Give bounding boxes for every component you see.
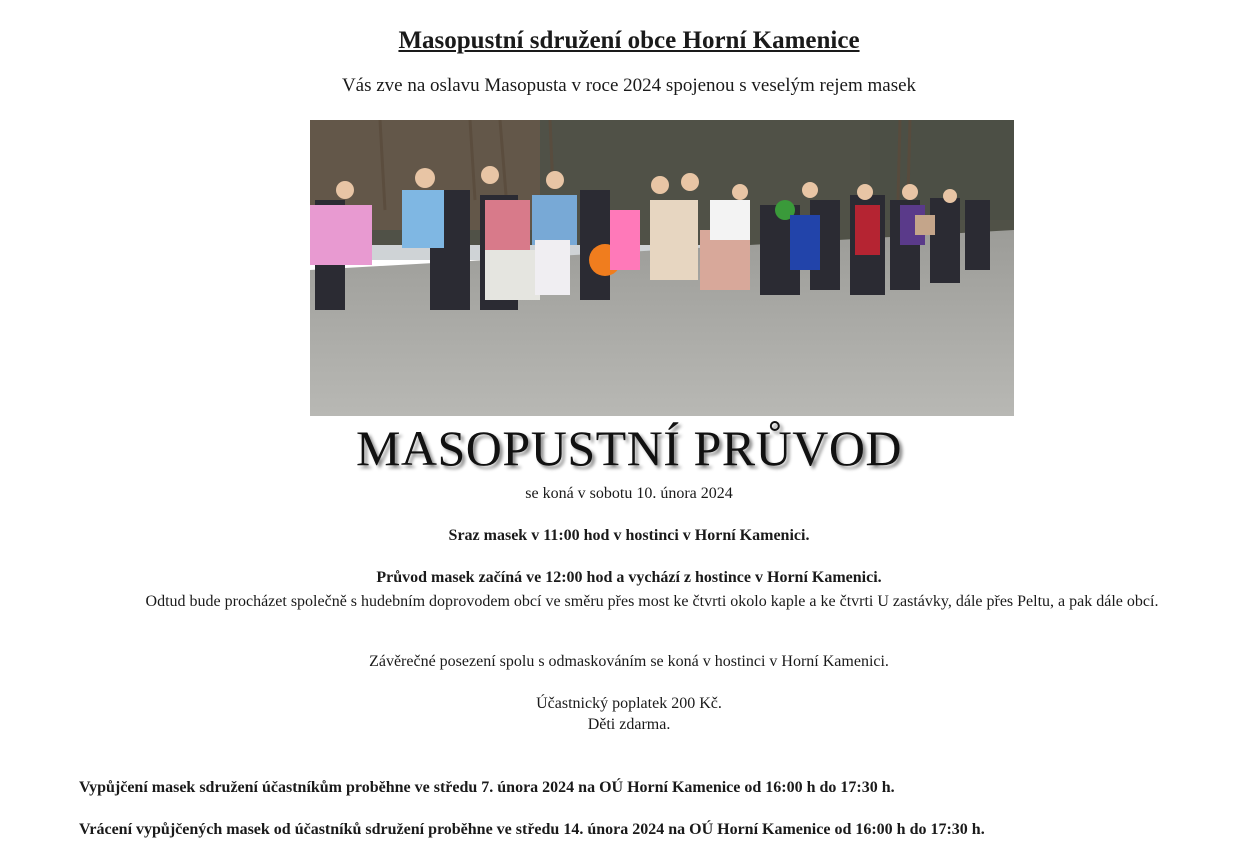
event-heading: MASOPUSTNÍ PRŮVOD: [355, 420, 903, 476]
page-title: Masopustní sdružení obce Horní Kamenice: [398, 27, 860, 54]
mask-return-info: Vrácení vypůjčených masek od účastníků sdružení proběhne ve středu 14. února 2024 na OÚ Horní Kamenice od 16:00 h do 17:30 h.: [79, 821, 985, 838]
mask-rental-info: Vypůjčení masek sdružení účastníkům proběhne ve středu 7. února 2024 na OÚ Horní Kamenice od 16:00 h do 17:30 h.: [79, 779, 895, 796]
children-free: Děti zdarma.: [587, 716, 671, 733]
parade-route: Odtud bude procházet společně s hudebním doprovodem obcí ve směru přes most ke čtvrti okolo kaple a ke čtvrti U zastávky, dále přes Peltu, a pak dále obcí.: [145, 593, 1159, 610]
parade-start: Průvod masek začíná ve 12:00 hod a vychází z hostince v Horní Kamenici.: [376, 569, 882, 586]
event-date: se koná v sobotu 10. února 2024: [525, 485, 733, 502]
invitation-subtitle: Vás zve na oslavu Masopusta v roce 2024 spojenou s veselým rejem masek: [341, 75, 917, 96]
closing-gathering: Závěrečné posezení spolu s odmaskováním se koná v hostinci v Horní Kamenici.: [369, 653, 889, 670]
participation-fee: Účastnický poplatek 200 Kč.: [536, 695, 722, 712]
meeting-info: Sraz masek v 11:00 hod v hostinci v Horní Kamenici.: [448, 527, 810, 544]
carnival-group-photo: [310, 120, 1014, 416]
